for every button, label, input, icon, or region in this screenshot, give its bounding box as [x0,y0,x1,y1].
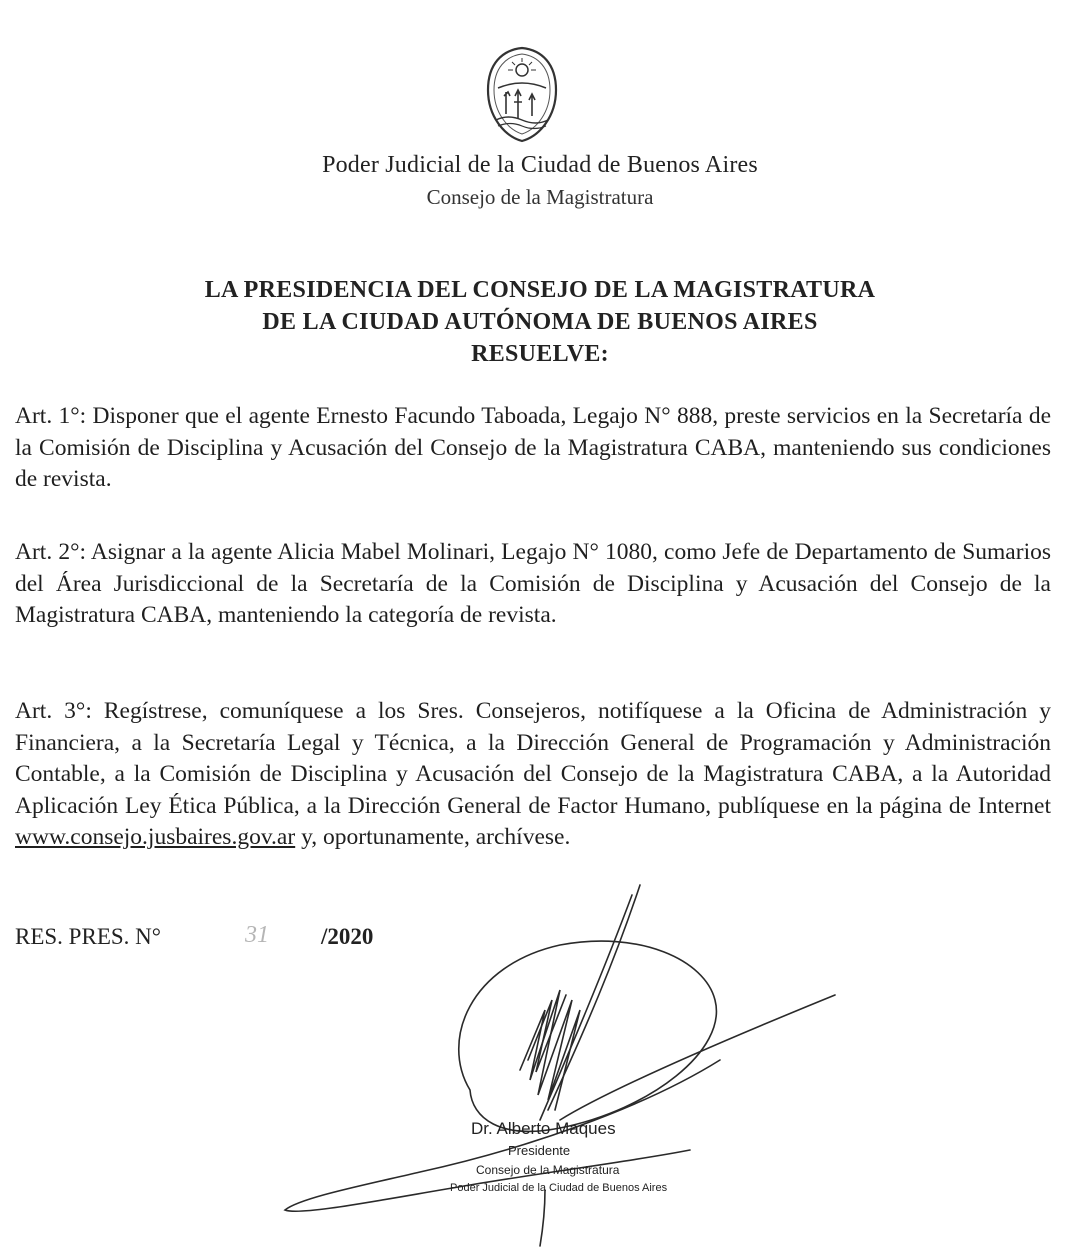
website-link[interactable]: www.consejo.jusbaires.gov.ar [15,824,296,850]
stamp-council: Consejo de la Magistratura [476,1163,620,1177]
signatory-role: Presidente [508,1143,571,1158]
coat-of-arms-icon [484,44,560,144]
signatory-name: Dr. Alberto Maques [471,1119,616,1138]
institution-name: Poder Judicial de la Ciudad de Buenos Aires [322,152,758,178]
heading-resuelve: RESUELVE: [471,341,609,367]
council-name: Consejo de la Magistratura [426,185,654,209]
heading-line-2: DE LA CIUDAD AUTÓNOMA DE BUENOS AIRES [262,309,818,335]
heading-line-1: LA PRESIDENCIA DEL CONSEJO DE LA MAGISTRATURA [204,277,876,303]
resolution-year: /2020 [321,924,374,949]
article-3 [15,696,1051,854]
stamp-institution: Poder Judicial de la Ciudad de Buenos Aires [450,1182,668,1194]
resolution-label: RES. PRES. N° [15,924,161,949]
article-1: Art. 1°: Disponer que el agente Ernesto Facundo Taboada, Legajo N° 888, preste servicios en la Secretaría de la Comisión de Disciplina y Acusación del Consejo de la Magistratura CABA, manteniendo sus condiciones de revista. [15,403,1051,492]
article-3-closing: y, oportunamente, archívese. [295,824,571,850]
resolution-handwritten-number: 31 [245,922,269,948]
article-2: Art. 2°: Asignar a la agente Alicia Mabel Molinari, Legajo N° 1080, como Jefe de Departamento de Sumarios del Área Jurisdiccional de la Secretaría de la Comisión de Disciplina y Acusación del Consejo de la Magistratura CABA, manteniendo la categoría de revista. [15,539,1051,628]
article-3-text: Art. 3°: Regístrese, comuníquese a los Sres. Consejeros, notifíquese a la Oficina de Administración y Financiera, a la Secretaría Legal y Técnica, a la Dirección General de Programación y Administración Contable, a la Comisión de Disciplina y Acusación del Consejo de la Magistratura CABA, a la Autoridad Aplicación Ley Ética Pública, a la Dirección General de Factor Humano, publíquese en la página de Internet [15,698,1051,819]
